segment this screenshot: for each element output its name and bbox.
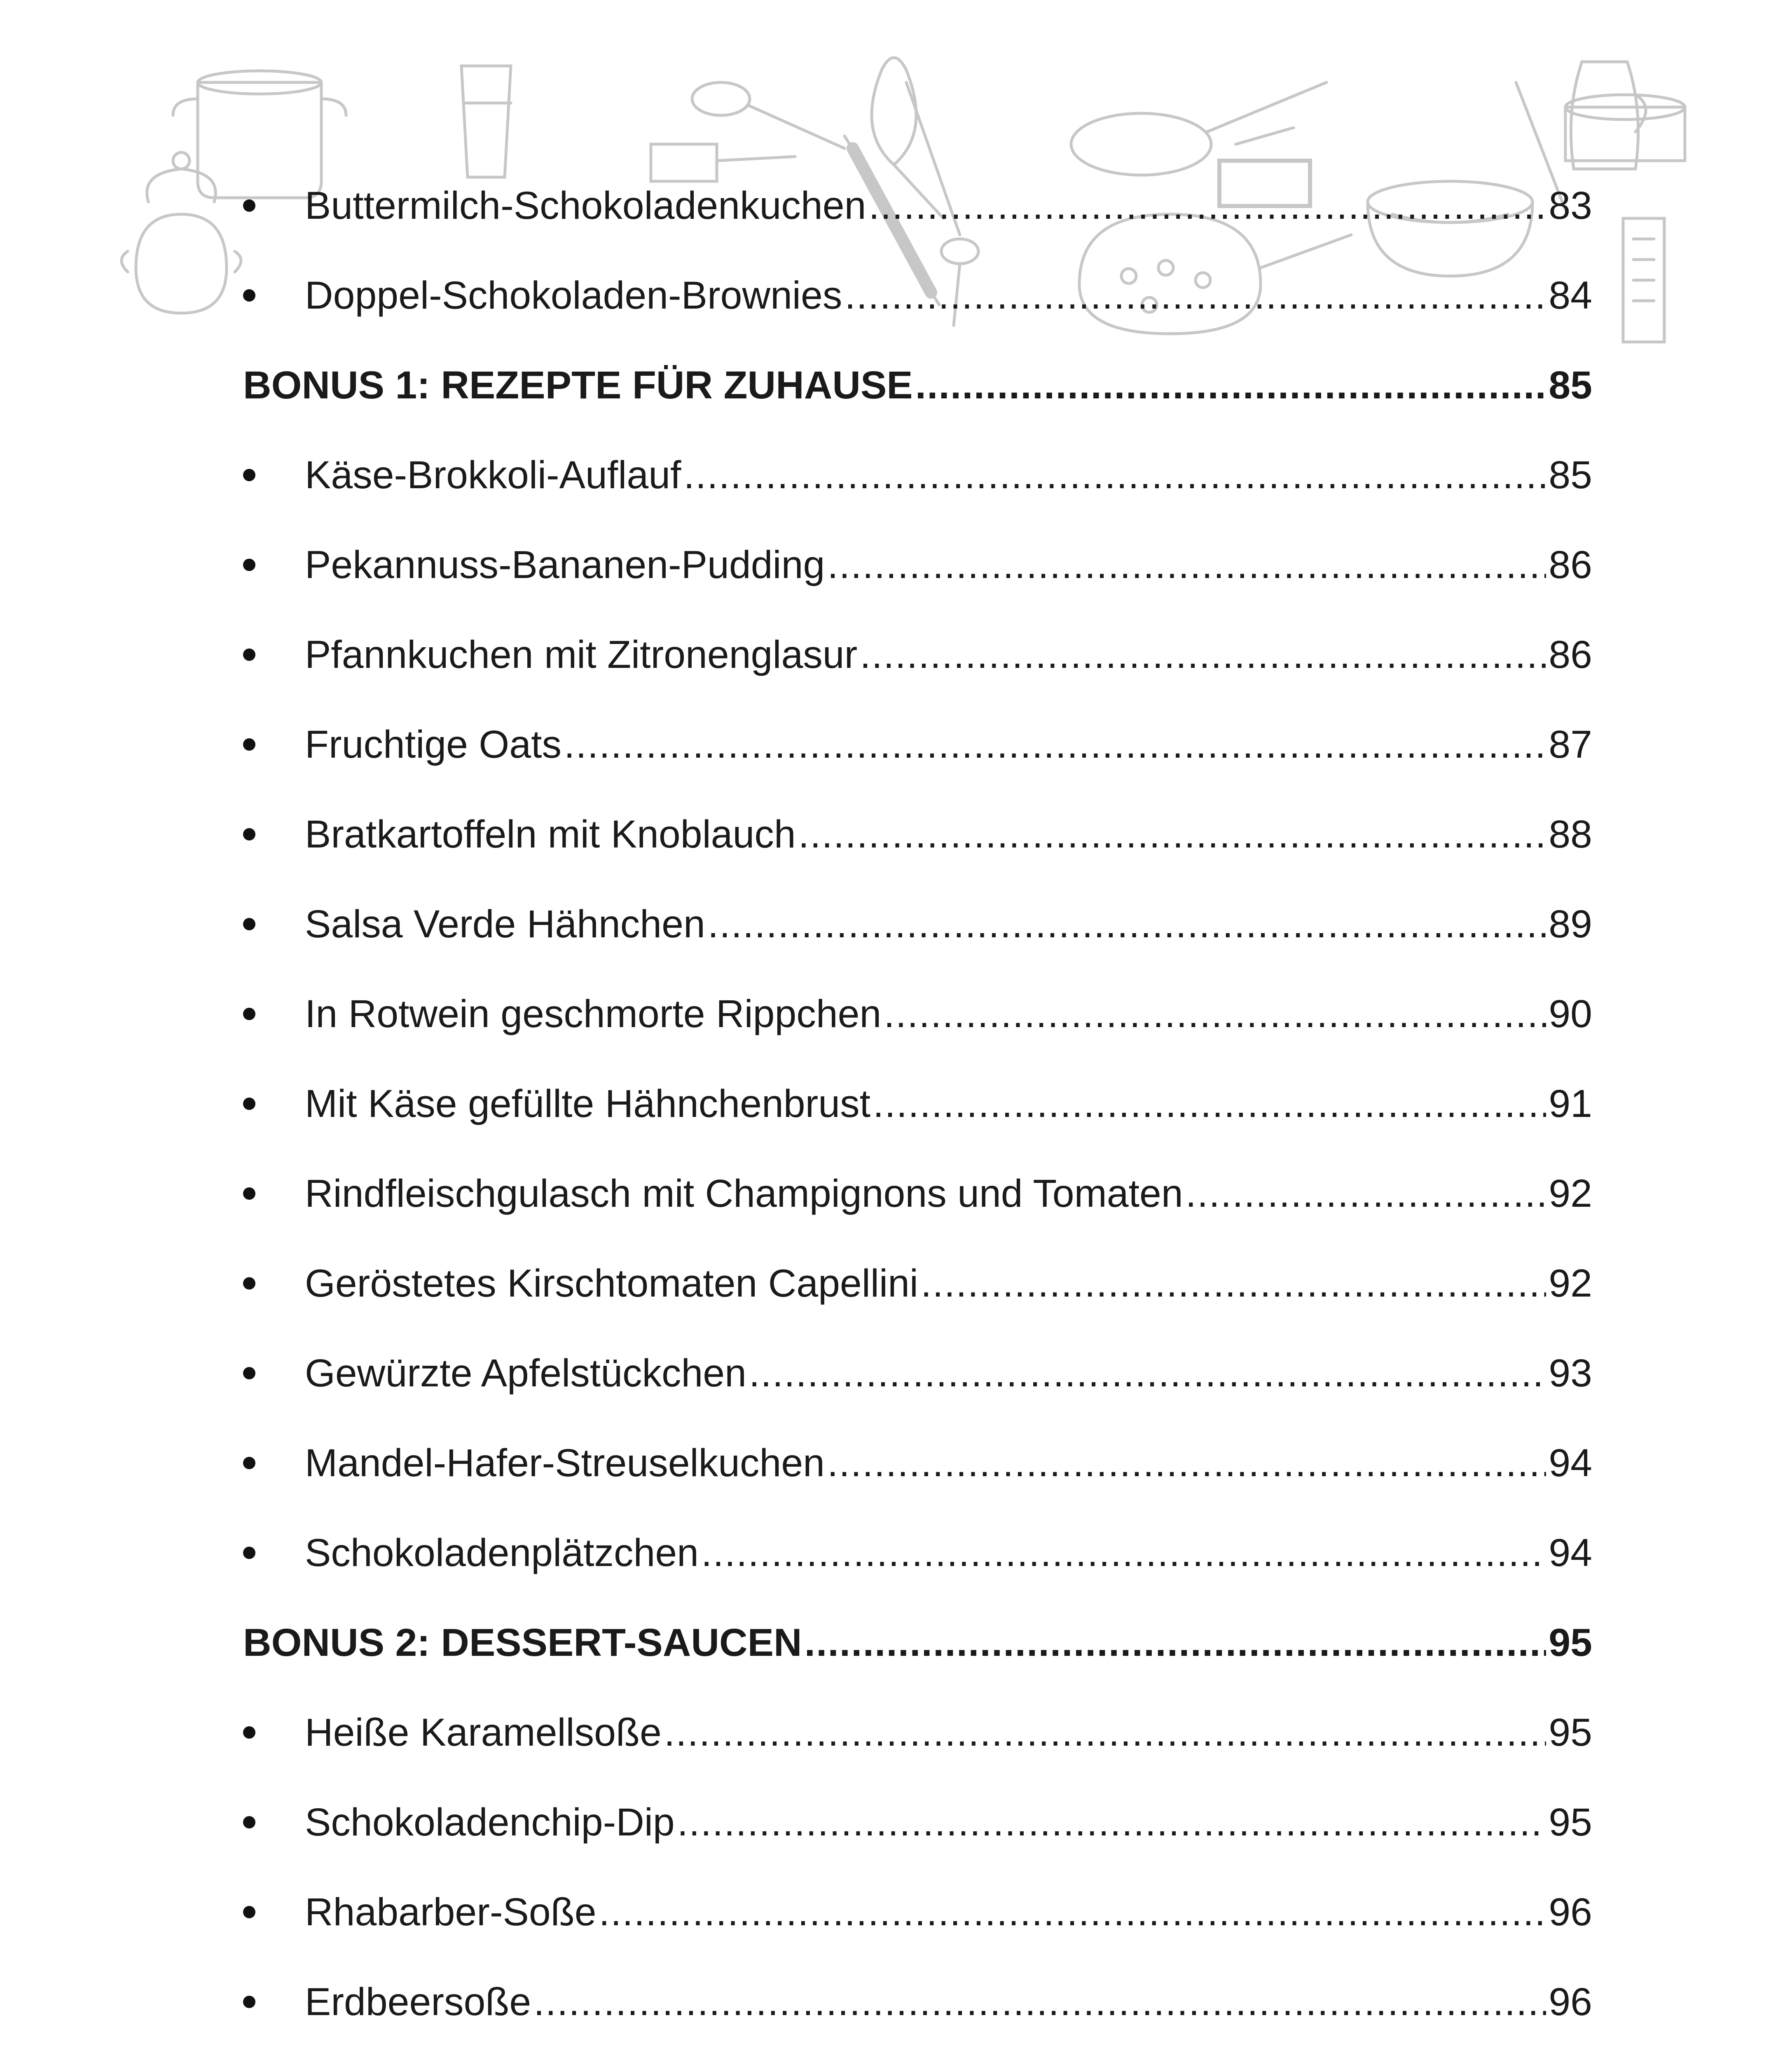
bullet-icon — [243, 1277, 255, 1290]
toc-page-number: 84 — [1549, 273, 1592, 317]
dot-leader — [599, 1890, 1546, 1935]
toc-entry[interactable] — [243, 1238, 1592, 1328]
toc-entry-title: Schokoladenplätzchen — [305, 1531, 699, 1575]
toc-page-number: 95 — [1549, 1800, 1592, 1844]
dot-leader — [860, 632, 1546, 677]
toc-entry[interactable] — [243, 1059, 1592, 1149]
toc-entry[interactable] — [243, 1957, 1592, 2047]
bullet-icon — [243, 559, 255, 571]
bullet-icon — [243, 918, 255, 930]
toc-entry[interactable] — [243, 520, 1592, 610]
dot-leader — [677, 1800, 1546, 1845]
toc-page-number: 86 — [1549, 543, 1592, 587]
dot-leader — [664, 1710, 1546, 1755]
bullet-icon — [243, 1098, 255, 1110]
dot-leader — [749, 1351, 1546, 1396]
bullet-icon — [243, 828, 255, 840]
toc-page-number: 85 — [1549, 453, 1592, 497]
toc-entry[interactable] — [243, 1688, 1592, 1777]
toc-page-number: 95 — [1549, 1710, 1592, 1754]
toc-entry[interactable] — [243, 1149, 1592, 1238]
toc-page-number: 95 — [1549, 1620, 1592, 1664]
bullet-icon — [243, 1008, 255, 1020]
toc-page-number: 93 — [1549, 1351, 1592, 1395]
lidded-pot-icon — [122, 152, 241, 313]
toc-entry-title: Fruchtige Oats — [305, 722, 562, 766]
toc-page-number: 88 — [1549, 812, 1592, 856]
bullet-icon — [243, 469, 255, 481]
toc-entry-title: Pekannuss-Bananen-Pudding — [305, 543, 825, 587]
toc-entry-title: Salsa Verde Hähnchen — [305, 902, 705, 946]
toc-entry-title: Erdbeersoße — [305, 1980, 531, 2024]
dot-leader — [868, 183, 1546, 228]
toc-entry[interactable] — [243, 1867, 1592, 1957]
toc-entry-title: Mit Käse gefüllte Hähnchenbrust — [305, 1082, 871, 1126]
dot-leader — [683, 453, 1546, 498]
toc-entry-title: Pfannkuchen mit Zitronenglasur — [305, 632, 858, 677]
toc-page-number: 90 — [1549, 992, 1592, 1036]
toc-entry-title: Schokoladenchip-Dip — [305, 1800, 675, 1844]
bullet-icon — [243, 289, 255, 302]
toc-entry[interactable] — [243, 430, 1592, 520]
dot-leader — [798, 812, 1546, 857]
toc-entry[interactable] — [243, 1777, 1592, 1867]
toc-entry-title: Rhabarber-Soße — [305, 1890, 597, 1934]
bullet-icon — [243, 199, 255, 212]
toc-entry[interactable] — [243, 700, 1592, 789]
toc-entry[interactable] — [243, 969, 1592, 1059]
dot-leader — [805, 1620, 1546, 1665]
dot-leader — [533, 1980, 1546, 2025]
toc-entry-title: Gewürzte Apfelstückchen — [305, 1351, 746, 1395]
toc-entry-title: Geröstetes Kirschtomaten Capellini — [305, 1261, 919, 1305]
toc-page-number: 92 — [1549, 1261, 1592, 1305]
dot-leader — [884, 992, 1546, 1037]
dot-leader — [845, 273, 1546, 318]
bullet-icon — [243, 1906, 255, 1918]
toc-page-number: 91 — [1549, 1082, 1592, 1126]
toc-page-number: 92 — [1549, 1171, 1592, 1215]
toc-entry-title: Doppel-Schokoladen-Brownies — [305, 273, 842, 317]
toc-page-number: 83 — [1549, 183, 1592, 227]
toc-page-number: 86 — [1549, 632, 1592, 677]
dot-leader — [701, 1531, 1546, 1575]
toc-entry[interactable] — [243, 1328, 1592, 1418]
bullet-icon — [243, 1726, 255, 1739]
toc-page-number: 96 — [1549, 1980, 1592, 2024]
bullet-icon — [243, 738, 255, 751]
cake-pan-icon — [1565, 95, 1685, 161]
toc-entry[interactable] — [243, 250, 1592, 340]
dot-leader — [827, 1441, 1546, 1486]
toc-entry[interactable] — [243, 2047, 1592, 2060]
toc-entry[interactable] — [243, 879, 1592, 969]
grater-icon — [1623, 218, 1664, 342]
bullet-icon — [243, 648, 255, 661]
dot-leader — [827, 543, 1546, 588]
toc-page-number: 85 — [1549, 363, 1592, 407]
table-of-contents — [243, 161, 1592, 2060]
bullet-icon — [243, 1547, 255, 1559]
toc-section-heading[interactable] — [243, 1598, 1592, 1688]
toc-entry-title: In Rotwein geschmorte Rippchen — [305, 992, 882, 1036]
toc-entry-title: Käse-Brokkoli-Auflauf — [305, 453, 681, 497]
toc-entry-title: Buttermilch-Schokoladenkuchen — [305, 183, 866, 227]
dot-leader — [1186, 1171, 1546, 1216]
toc-entry-title: BONUS 1: REZEPTE FÜR ZUHAUSE — [243, 363, 913, 407]
dot-leader — [921, 1261, 1546, 1306]
toc-page-number: 94 — [1549, 1531, 1592, 1575]
dot-leader — [708, 902, 1546, 947]
bullet-icon — [243, 1457, 255, 1469]
toc-entry-title: Mandel-Hafer-Streuselkuchen — [305, 1441, 825, 1485]
toc-page-number: 89 — [1549, 902, 1592, 946]
toc-entry-title: BONUS 2: DESSERT-SAUCEN — [243, 1620, 802, 1664]
bullet-icon — [243, 1996, 255, 2008]
toc-page-number: 87 — [1549, 722, 1592, 766]
bullet-icon — [243, 1367, 255, 1379]
toc-entry[interactable] — [243, 610, 1592, 700]
toc-entry-title: Bratkartoffeln mit Knoblauch — [305, 812, 796, 856]
dot-leader — [564, 722, 1546, 767]
dot-leader — [873, 1082, 1546, 1126]
toc-entry[interactable] — [243, 161, 1592, 250]
toc-section-heading[interactable] — [243, 340, 1592, 430]
bullet-icon — [243, 1816, 255, 1828]
dot-leader — [915, 363, 1546, 408]
toc-entry-title: Heiße Karamellsoße — [305, 1710, 662, 1754]
toc-entry[interactable] — [243, 1418, 1592, 1508]
toc-entry-title: Rindfleischgulasch mit Champignons und Tomaten — [305, 1171, 1183, 1215]
bullet-icon — [243, 1187, 255, 1200]
toc-entry[interactable] — [243, 1508, 1592, 1598]
toc-page-number: 94 — [1549, 1441, 1592, 1485]
toc-entry[interactable] — [243, 789, 1592, 879]
toc-page-number: 96 — [1549, 1890, 1592, 1934]
